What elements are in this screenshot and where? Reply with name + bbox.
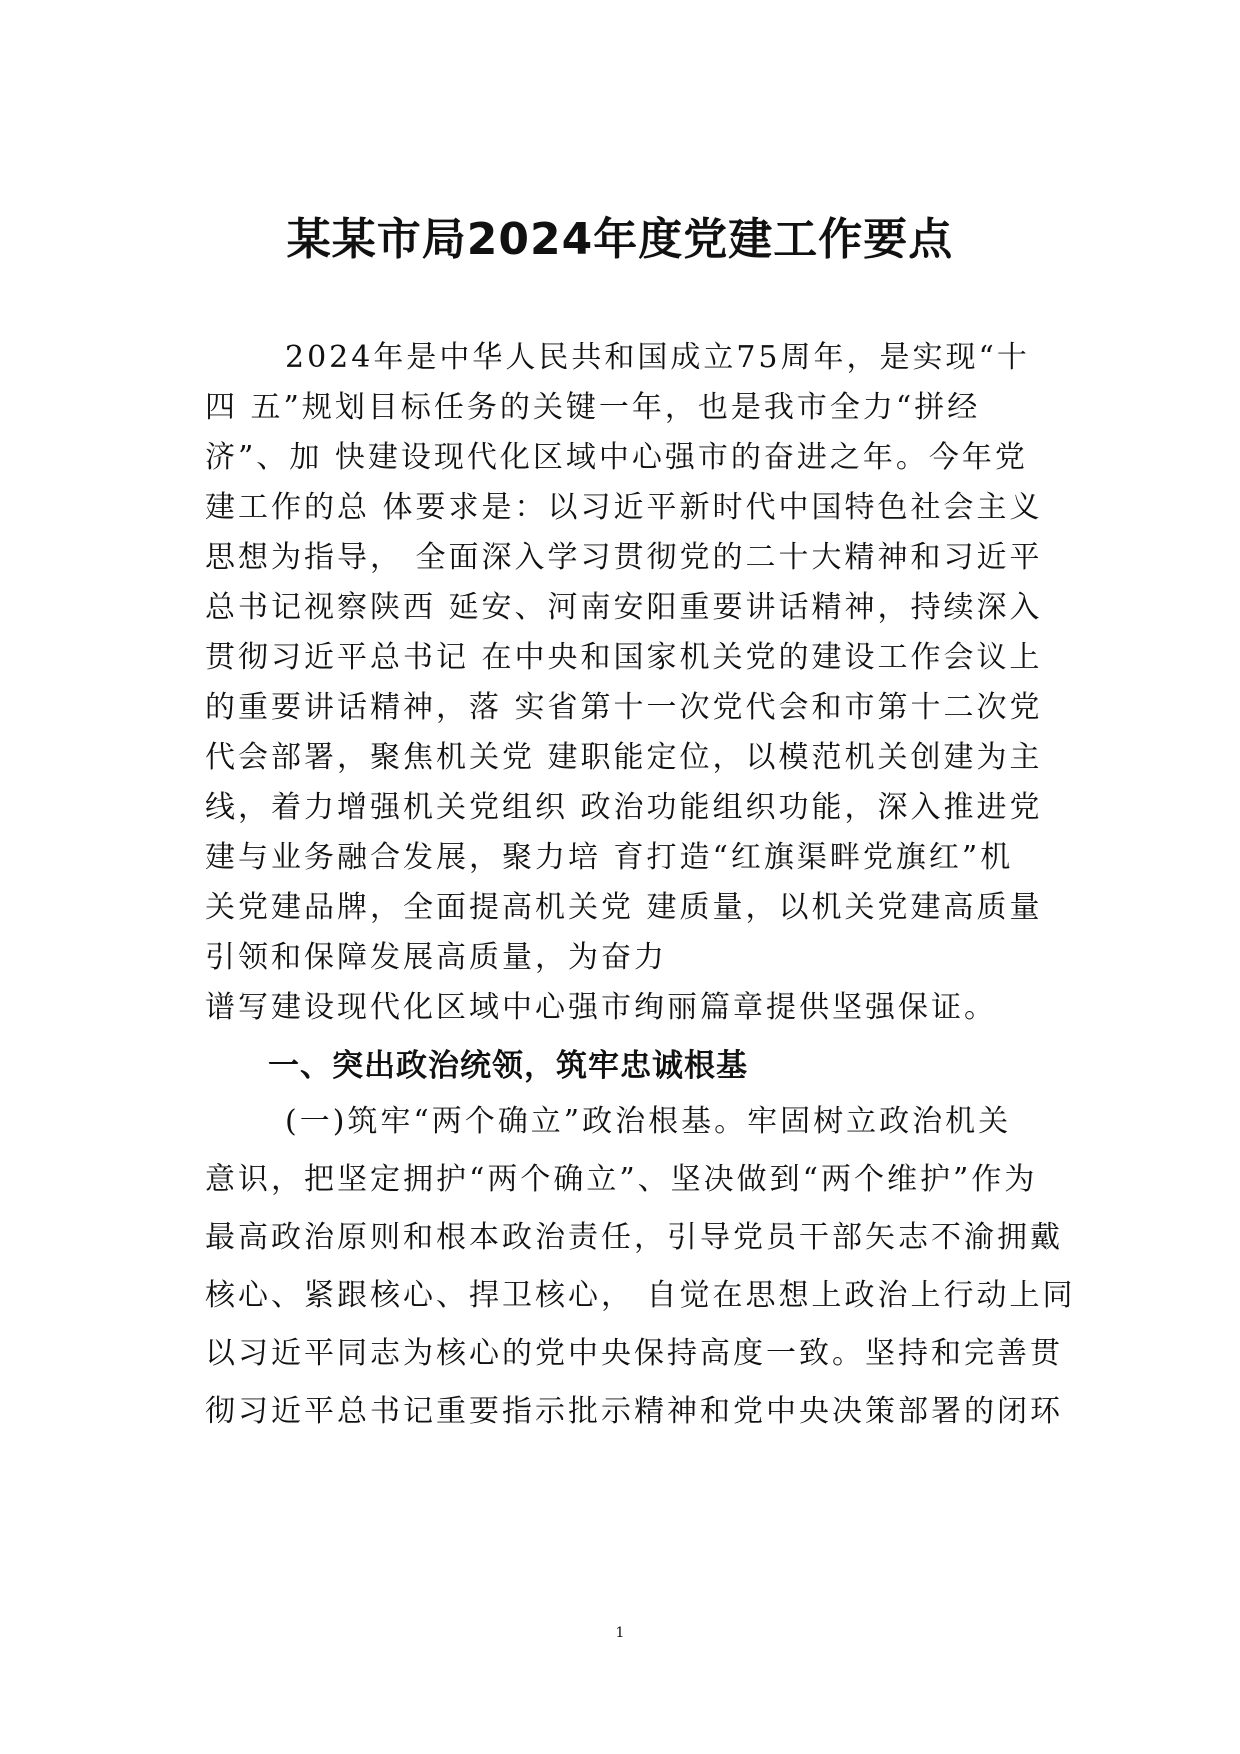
intro-line: 关党建品牌，全面提高机关党 建质量，以机关党建高质量: [205, 890, 1043, 925]
intro-line: 代会部署，聚焦机关党 建职能定位，以模范机关创建为主: [205, 740, 1043, 775]
intro-line: 四 五”规划目标任务的关键一年，也是我市全力“拼经: [205, 390, 981, 425]
intro-line: 总书记视察陕西 延安、河南安阳重要讲话精神，持续深入: [205, 590, 1043, 625]
intro-line: 济”、加 快建设现代化区域中心强市的奋进之年。今年党: [205, 440, 1028, 475]
section1-line: (一)筑牢“两个确立”政治根基。牢固树立政治机关: [285, 1104, 1012, 1139]
intro-line: 贯彻习近平总书记 在中央和国家机关党的建设工作会议上: [205, 640, 1043, 675]
intro-line: 建工作的总 体要求是：以习近平新时代中国特色社会主义: [205, 490, 1043, 525]
intro-line: 的重要讲话精神，落 实省第十一次党代会和市第十二次党: [205, 690, 1043, 725]
intro-line: 思想为指导， 全面深入学习贯彻党的二十大精神和习近平: [205, 540, 1043, 575]
section1-line: 彻习近平总书记重要指示批示精神和党中央决策部署的闭环: [205, 1394, 1063, 1429]
section1-line: 最高政治原则和根本政治责任，引导党员干部矢志不渝拥戴: [205, 1220, 1063, 1255]
page-number: 1: [615, 1625, 625, 1641]
intro-line: 线，着力增强机关党组织 政治功能组织功能，深入推进党: [205, 790, 1043, 825]
intro-line: 引领和保障发展高质量，为奋力: [205, 940, 667, 975]
intro-line: 谱写建设现代化区域中心强市绚丽篇章提供坚强保证。: [205, 990, 997, 1025]
intro-line: 建与业务融合发展，聚力培 育打造“红旗渠畔党旗红”机: [205, 840, 1014, 875]
section-heading: 一、突出政治统领，筑牢忠诚根基: [268, 1048, 748, 1084]
document-title: 某某市局2024年度党建工作要点: [286, 214, 954, 265]
section1-line: 意识，把坚定拥护“两个确立”、坚决做到“两个维护”作为: [205, 1162, 1038, 1197]
intro-line: 2024年是中华人民共和国成立75周年，是实现“十: [285, 340, 1030, 375]
section1-line: 以习近平同志为核心的党中央保持高度一致。坚持和完善贯: [205, 1336, 1063, 1371]
section1-line: 核心、紧跟核心、捍卫核心， 自觉在思想上政治上行动上同: [205, 1278, 1076, 1313]
